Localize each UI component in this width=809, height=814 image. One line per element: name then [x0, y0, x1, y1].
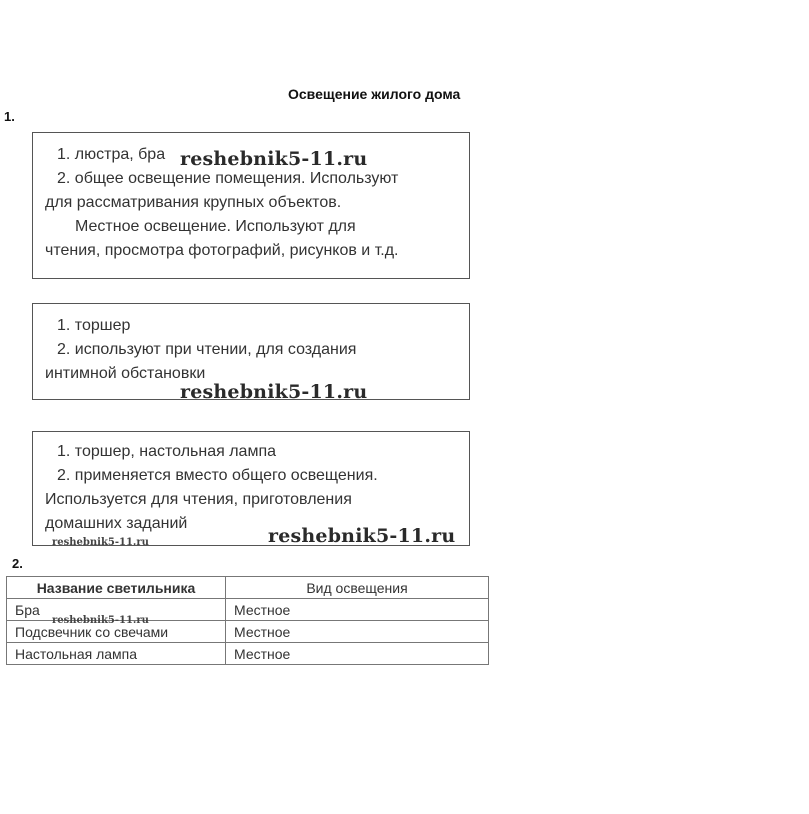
table-row: [7, 643, 489, 665]
box3-line-1: 1. торшер, настольная лампа: [57, 443, 276, 460]
box2-line-3: интимной обстановки: [45, 365, 206, 382]
box3-line-3: Используется для чтения, приготовления: [45, 491, 352, 508]
box1-line-4: Местное освещение. Используют для: [75, 218, 356, 235]
table-header-row: [7, 577, 489, 599]
header-lamp-name: Название светильника: [7, 577, 226, 599]
header-lighting-type: Вид освещения: [226, 577, 489, 599]
lighting-type-cell: Местное: [226, 599, 489, 621]
lamp-name-cell: Настольная лампа: [7, 643, 226, 665]
section-1-number: 1.: [4, 109, 15, 124]
box2-line-1: 1. торшер: [57, 317, 131, 334]
box3-line-4: домашних заданий: [45, 515, 188, 532]
box1-line-3: для рассматривания крупных объектов.: [45, 194, 342, 211]
box3-line-2: 2. применяется вместо общего освещения.: [57, 467, 378, 484]
box1-line-1: 1. люстра, бра: [57, 146, 166, 163]
watermark-3: reshebnik5-11.ru: [268, 525, 456, 547]
lamp-name-cell: Бра: [7, 599, 226, 621]
page-title: Освещение жилого дома: [288, 86, 461, 102]
box1-line-5: чтения, просмотра фотографий, рисунков и т.д.: [45, 242, 399, 259]
box1-line-2: 2. общее освещение помещения. Используют: [57, 170, 399, 187]
box2-line-2: 2. используют при чтении, для создания: [57, 341, 357, 358]
watermark-small-1: reshebnik5-11.ru: [52, 537, 149, 548]
section-2-number: 2.: [12, 556, 23, 571]
watermark-1: reshebnik5-11.ru: [180, 148, 368, 170]
watermark-2: reshebnik5-11.ru: [180, 381, 368, 403]
lighting-type-cell: Местное: [226, 621, 489, 643]
watermark-small-2: reshebnik5-11.ru: [52, 615, 149, 626]
lighting-type-cell: Местное: [226, 643, 489, 665]
lamp-name-cell: Подсвечник со свечами: [7, 621, 226, 643]
